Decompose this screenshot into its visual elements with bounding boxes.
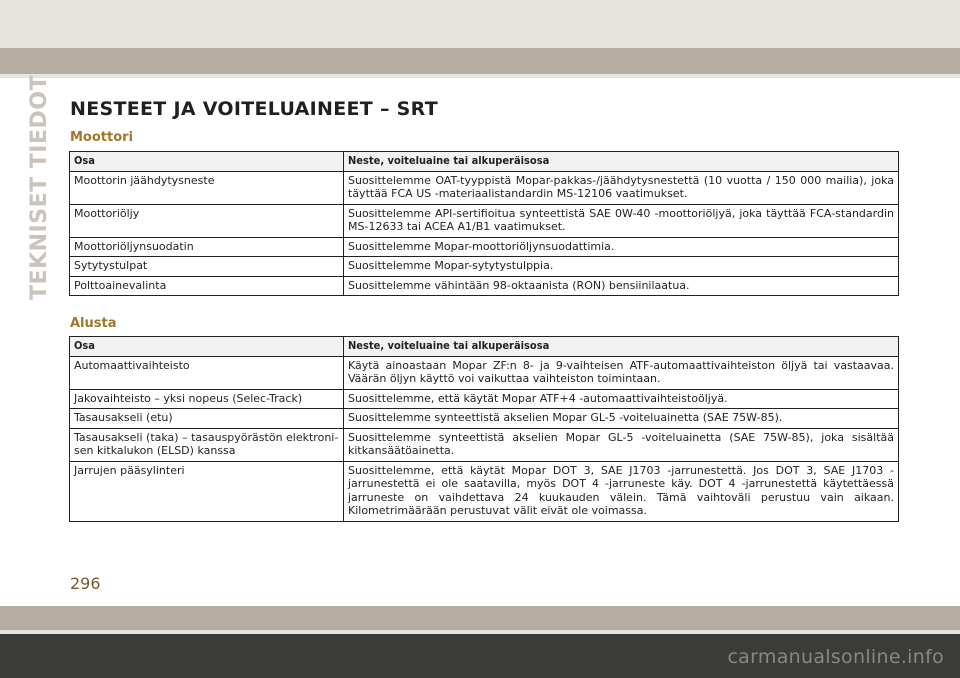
top-band xyxy=(0,0,960,78)
table-row xyxy=(70,257,899,277)
chassis-fluids-table xyxy=(69,336,899,522)
column-header-part: Osa xyxy=(70,152,344,172)
part-cell: Jakovaihteisto – yksi nopeus (Selec-Track) xyxy=(70,389,344,409)
part-cell: Moottoriöljynsuodatin xyxy=(70,237,344,257)
column-header-fluid: Neste, voiteluaine tai alkuperäisosa xyxy=(344,152,899,172)
bottom-stripe xyxy=(0,606,960,630)
engine-fluids-table xyxy=(69,151,899,296)
table-row xyxy=(70,428,899,461)
table-row xyxy=(70,237,899,257)
table-row xyxy=(70,276,899,296)
table-header-row xyxy=(70,337,899,357)
table-row xyxy=(70,461,899,521)
column-header-fluid: Neste, voiteluaine tai alkuperäisosa xyxy=(344,337,899,357)
part-cell: Jarrujen pääsylinteri xyxy=(70,461,344,521)
bottom-light-line xyxy=(0,630,960,634)
fluid-cell: Suosittelemme OAT-tyyppistä Mopar-pakkas-/jäähdytysnestettä (10 vuotta / 150 000 mailia), joka täyttää FCA US -materiaalistandardin MS-12106 vaatimukset. xyxy=(344,171,899,204)
part-cell: Moottorin jäähdytysneste xyxy=(70,171,344,204)
part-cell: Automaattivaihteisto xyxy=(70,356,344,389)
fluid-cell: Suosittelemme synteettistä akselien Mopar GL-5 -voiteluainetta (SAE 75W-85), joka sisältää kitkansäätöainetta. xyxy=(344,428,899,461)
part-cell: Sytytystulpat xyxy=(70,257,344,277)
side-tab-label: TEKNISET TIEDOT xyxy=(26,74,52,300)
part-cell: Tasausakseli (etu) xyxy=(70,409,344,429)
page-number: 296 xyxy=(70,574,101,593)
column-header-part: Osa xyxy=(70,337,344,357)
top-stripe xyxy=(0,48,960,74)
fluid-cell: Suosittelemme synteettistä akselien Mopar GL-5 -voiteluainetta (SAE 75W-85). xyxy=(344,409,899,429)
fluid-cell: Suosittelemme API-sertifioitua synteettistä SAE 0W-40 -moottoriöljyä, joka täyttää FCA-standardin MS-12633 tai ACEA A1/B1 vaatimukset. xyxy=(344,204,899,237)
table-row xyxy=(70,171,899,204)
part-cell: Polttoainevalinta xyxy=(70,276,344,296)
section-title-chassis: Alusta xyxy=(70,316,117,331)
part-cell: Moottoriöljy xyxy=(70,204,344,237)
table-row xyxy=(70,204,899,237)
table-row xyxy=(70,409,899,429)
fluid-cell: Suosittelemme Mopar-sytytystulppia. xyxy=(344,257,899,277)
side-section-tab xyxy=(22,74,56,300)
fluid-cell: Käytä ainoastaan Mopar ZF:n 8- ja 9-vaihteisen ATF-automaattivaihteiston öljyä tai vastaavaa. Väärän öljyn käyttö voi vaikuttaa vaihteiston toimintaan. xyxy=(344,356,899,389)
fluid-cell: Suosittelemme, että käytät Mopar DOT 3, SAE J1703 -jarrunestettä. Jos DOT 3, SAE J1703 -jarrunestettä ei ole saatavilla, myös DOT 4 -jarruneste käy. DOT 4 -jarrunestettä käytettäessä jarruneste on vaihdettava 24 kuukauden välein. Tämä vaihtoväli perustuu vain aikaan. Kilometrimäärään perustuvat välit eivät ole voimassa. xyxy=(344,461,899,521)
table-row xyxy=(70,356,899,389)
fluid-cell: Suosittelemme vähintään 98-oktaanista (RON) bensiinilaatua. xyxy=(344,276,899,296)
section-title-engine: Moottori xyxy=(70,130,134,145)
part-cell: Tasausakseli (taka) – tasauspyörästön elektroni-sen kitkalukon (ELSD) kanssa xyxy=(70,428,344,461)
page-title: NESTEET JA VOITELUAINEET – SRT xyxy=(70,98,438,120)
watermark-text: carmanualsonline.info xyxy=(727,646,944,668)
fluid-cell: Suosittelemme, että käytät Mopar ATF+4 -automaattivaihteistoöljyä. xyxy=(344,389,899,409)
fluid-cell: Suosittelemme Mopar-moottoriöljynsuodattimia. xyxy=(344,237,899,257)
table-row xyxy=(70,389,899,409)
table-header-row xyxy=(70,152,899,172)
